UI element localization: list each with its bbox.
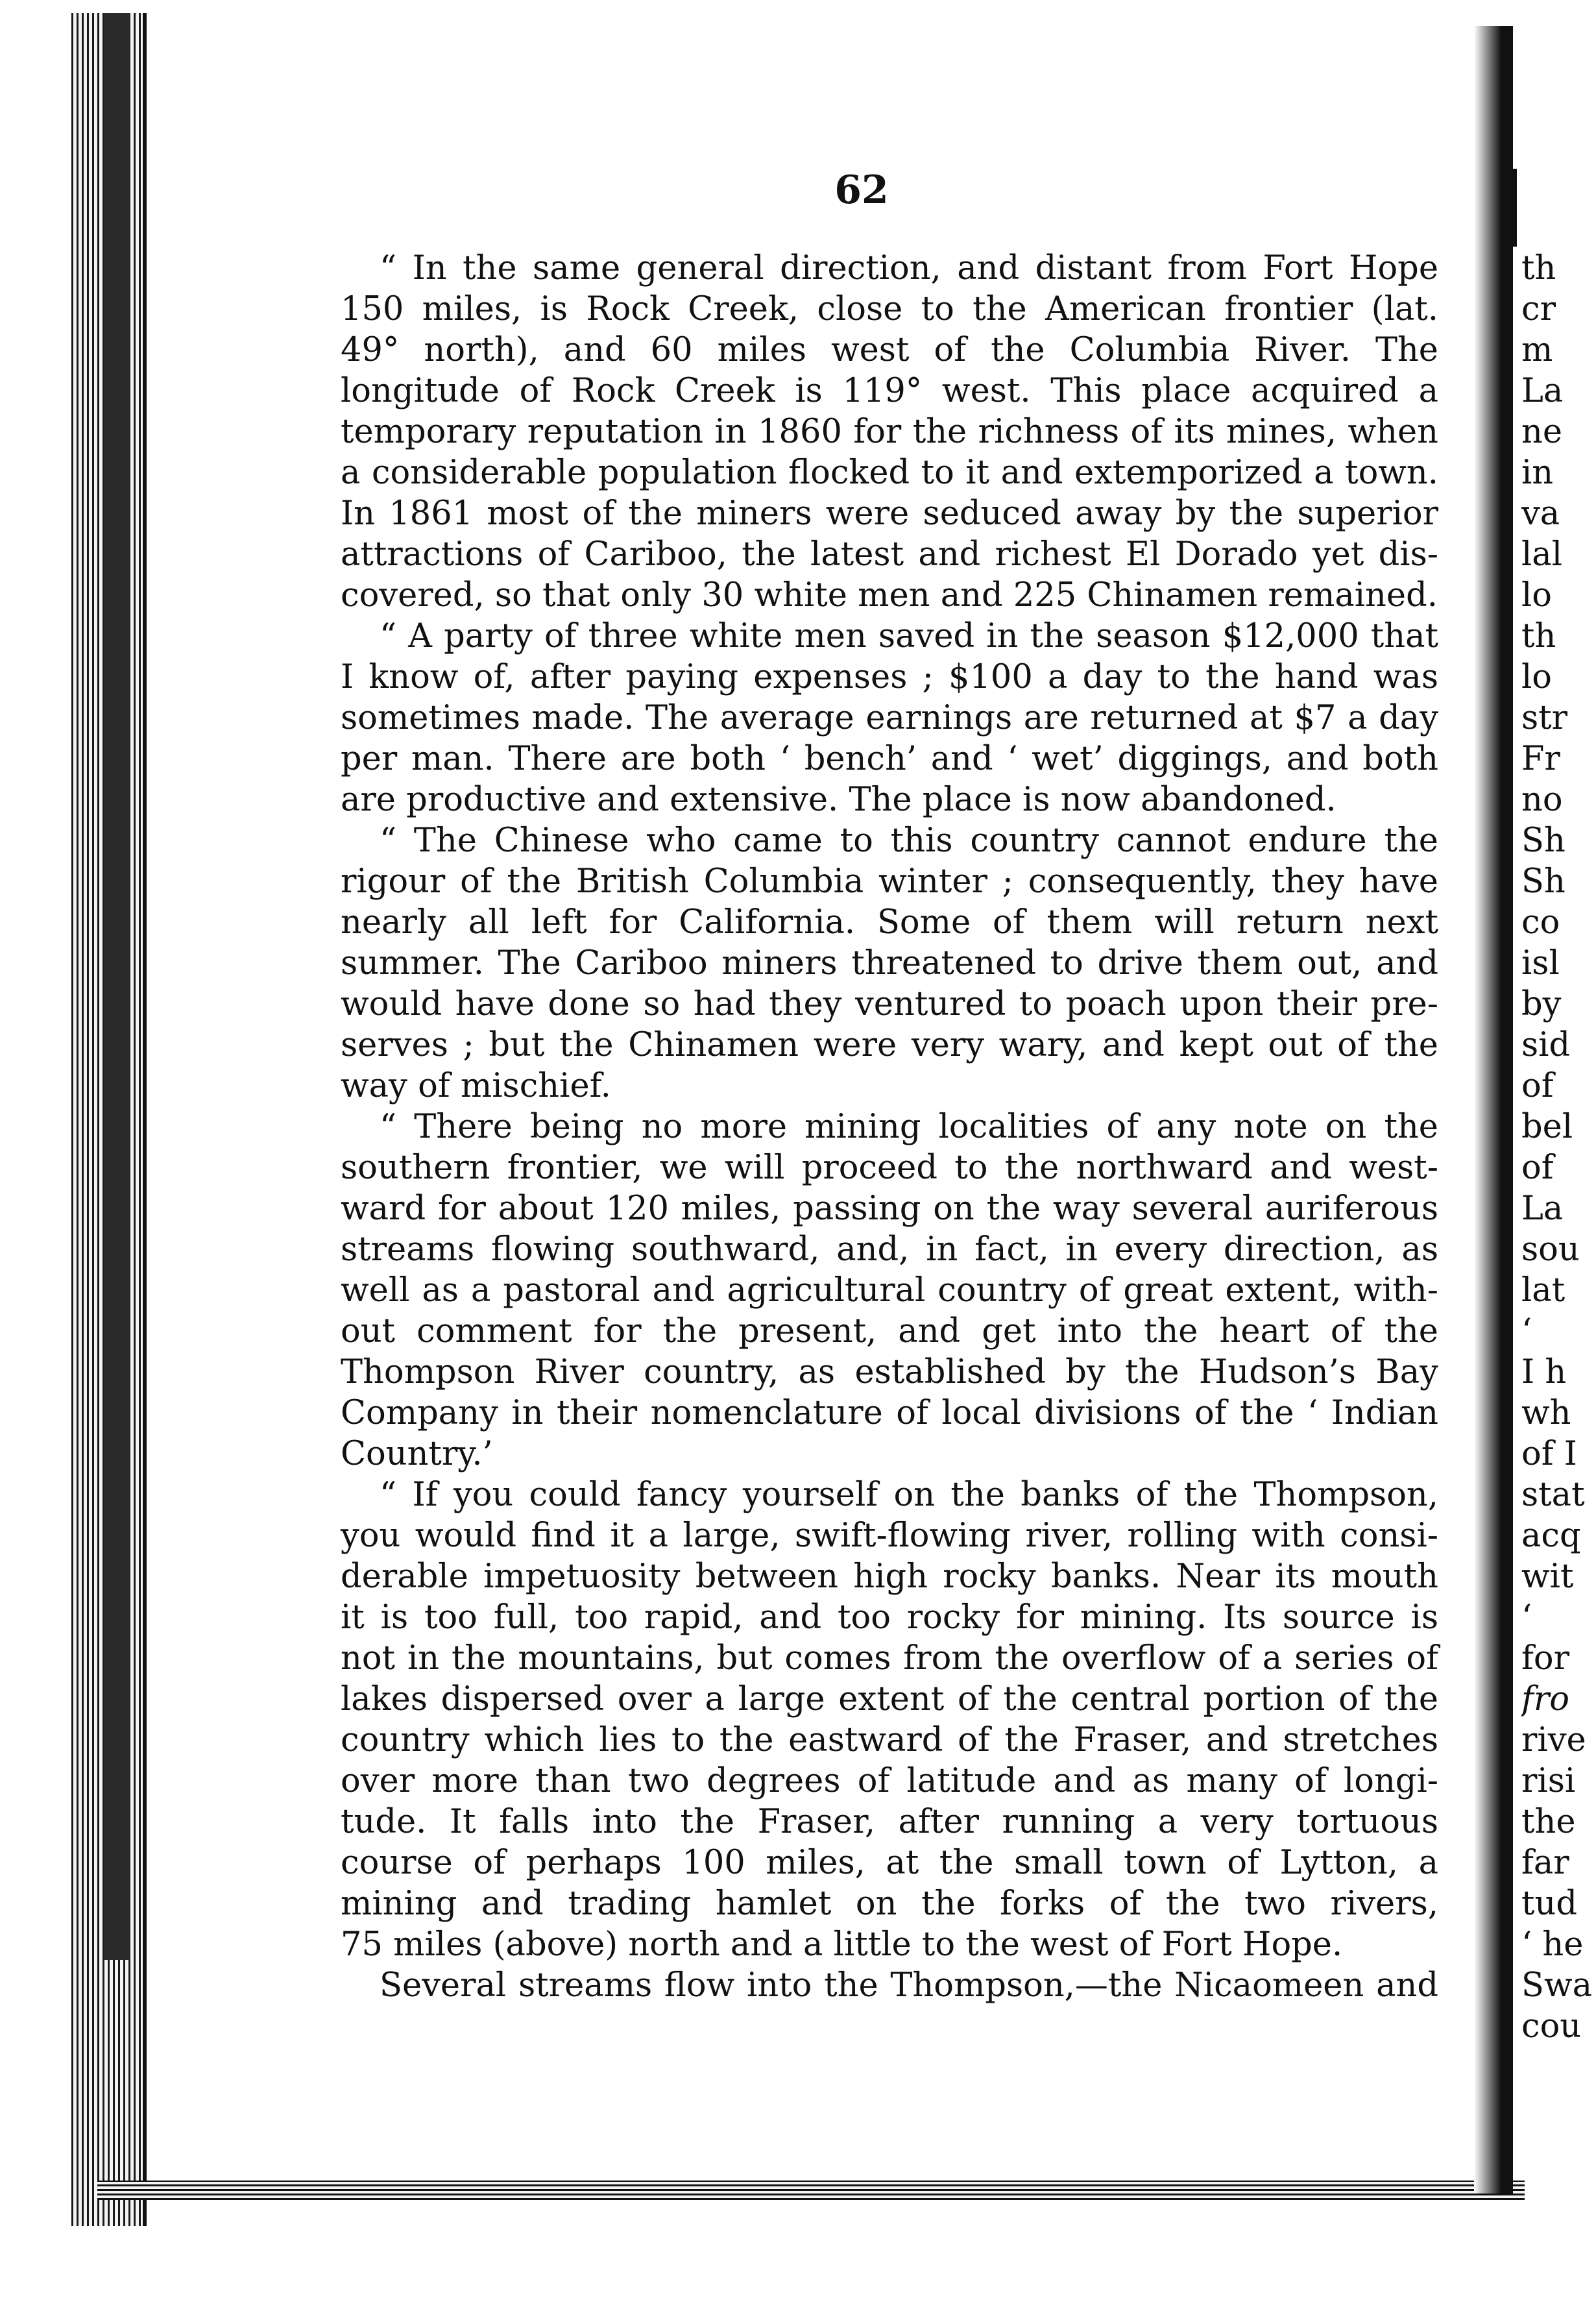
- text-line: 150 miles, is Rock Creek, close to the American frontier (lat.: [341, 290, 1438, 328]
- facing-fragment: of I: [1521, 1435, 1577, 1473]
- facing-fragment: tud: [1521, 1885, 1577, 1923]
- facing-fragment: ‘: [1521, 1598, 1532, 1637]
- facing-fragment: by: [1521, 985, 1562, 1023]
- text-line: would have done so had they ventured to poach upon their pre-: [341, 985, 1438, 1023]
- facing-fragment: wh: [1521, 1394, 1571, 1432]
- text-line: derable impetuosity between high rocky banks. Near its mouth: [341, 1558, 1438, 1596]
- main-text-block: [341, 248, 1438, 2006]
- facing-fragment: co: [1521, 903, 1560, 942]
- facing-page-fragment: [1521, 248, 1596, 2047]
- text-line: “ There being no more mining localities of any note on the: [380, 1108, 1438, 1146]
- text-line: lakes dispersed over a large extent of the central portion of the: [341, 1680, 1438, 1718]
- facing-fragment: lo: [1521, 658, 1553, 696]
- text-line: sometimes made. The average earnings are returned at $7 a day: [341, 699, 1438, 737]
- facing-fragment: in: [1521, 454, 1554, 492]
- text-line: Company in their nomenclature of local divisions of the ‘ Indian: [341, 1394, 1438, 1432]
- text-line: mining and trading hamlet on the forks of the two rivers,: [341, 1885, 1438, 1923]
- facing-fragment: lo: [1521, 576, 1553, 615]
- facing-fragment: rive: [1521, 1721, 1586, 1759]
- text-line: are productive and extensive. The place is now abandoned.: [341, 781, 1336, 819]
- page-number: 62: [834, 167, 889, 213]
- facing-fragment: of: [1521, 1067, 1554, 1105]
- text-line: Thompson River country, as established by the Hudson’s Bay: [341, 1353, 1438, 1391]
- facing-fragment: lal: [1521, 535, 1563, 574]
- facing-fragment: isl: [1521, 944, 1560, 983]
- facing-fragment: cou: [1521, 2007, 1582, 2046]
- text-line: 49° north), and 60 miles west of the Columbia River. The: [341, 331, 1438, 369]
- binding-shadow: [104, 13, 130, 1960]
- facing-fragment: wit: [1521, 1558, 1574, 1596]
- text-line: temporary reputation in 1860 for the richness of its mines, when: [341, 413, 1438, 451]
- text-line: 75 miles (above) north and a little to the west of Fort Hope.: [341, 1925, 1343, 1964]
- text-line: serves ; but the Chinamen were very wary, and kept out of the: [341, 1026, 1438, 1064]
- facing-fragment: Sh: [1521, 822, 1566, 860]
- text-line: not in the mountains, but comes from the overflow of a series of: [341, 1639, 1438, 1678]
- text-line: “ In the same general direction, and distant from Fort Hope: [380, 249, 1438, 287]
- facing-fragment: Fr: [1521, 740, 1560, 778]
- text-line: attractions of Cariboo, the latest and richest El Dorado yet dis-: [341, 535, 1438, 574]
- facing-fragment: stat: [1521, 1476, 1585, 1514]
- facing-fragment: sou: [1521, 1230, 1580, 1269]
- text-line: In 1861 most of the miners were seduced away by the superior: [341, 495, 1438, 533]
- facing-fragment: far: [1521, 1844, 1569, 1882]
- text-line: it is too full, too rapid, and too rocky for mining. Its source is: [341, 1598, 1438, 1637]
- facing-fragment: cr: [1521, 290, 1556, 328]
- facing-fragment: of: [1521, 1149, 1554, 1187]
- text-line: Several streams flow into the Thompson,—the Nicaomeen and: [380, 1966, 1438, 2005]
- facing-fragment: m: [1521, 331, 1553, 369]
- facing-fragment: str: [1521, 699, 1568, 737]
- text-line: you would find it a large, swift-flowing river, rolling with consi-: [341, 1517, 1438, 1555]
- book-gutter: [1474, 26, 1513, 2194]
- text-line: course of perhaps 100 miles, at the small town of Lytton, a: [341, 1844, 1438, 1882]
- facing-fragment: lat: [1521, 1271, 1566, 1310]
- text-line: Country.’: [341, 1435, 493, 1473]
- text-line: southern frontier, we will proceed to the northward and west-: [341, 1149, 1438, 1187]
- facing-fragment: Swa: [1521, 1966, 1592, 2005]
- text-line: longitude of Rock Creek is 119° west. This place acquired a: [341, 372, 1438, 410]
- facing-fragment: Sh: [1521, 862, 1566, 901]
- facing-fragment: th: [1521, 249, 1556, 287]
- facing-fragment: acq: [1521, 1517, 1581, 1555]
- text-line: “ The Chinese who came to this country cannot endure the: [380, 822, 1438, 860]
- text-line: per man. There are both ‘ bench’ and ‘ wet’ diggings, and both: [341, 740, 1438, 778]
- gutter-edge-mark: [1512, 169, 1517, 247]
- facing-fragment: ‘: [1521, 1312, 1532, 1350]
- text-line: summer. The Cariboo miners threatened to drive them out, and: [341, 944, 1438, 983]
- text-line: way of mischief.: [341, 1067, 611, 1105]
- facing-fragment: fro: [1521, 1680, 1569, 1718]
- facing-fragment: no: [1521, 781, 1563, 819]
- text-line: well as a pastoral and agricultural country of great extent, with-: [341, 1271, 1438, 1310]
- text-line: country which lies to the eastward of the Fraser, and stretches: [341, 1721, 1438, 1759]
- facing-fragment: the: [1521, 1803, 1576, 1841]
- text-line: ward for about 120 miles, passing on the way several auriferous: [341, 1190, 1438, 1228]
- facing-fragment: risi: [1521, 1762, 1576, 1800]
- text-line: a considerable population flocked to it and extemporized a town.: [341, 454, 1438, 492]
- text-line: nearly all left for California. Some of them will return next: [341, 903, 1438, 942]
- facing-fragment: th: [1521, 617, 1556, 655]
- facing-fragment: La: [1521, 372, 1564, 410]
- facing-fragment: I h: [1521, 1353, 1567, 1391]
- text-line: rigour of the British Columbia winter ; consequently, they have: [341, 862, 1438, 901]
- facing-fragment: ne: [1521, 413, 1563, 451]
- facing-fragment: sid: [1521, 1026, 1571, 1064]
- text-line: over more than two degrees of latitude and as many of longi-: [341, 1762, 1438, 1800]
- text-line: I know of, after paying expenses ; $100 a day to the hand was: [341, 658, 1438, 696]
- facing-fragment: bel: [1521, 1108, 1573, 1146]
- text-line: out comment for the present, and get into the heart of the: [341, 1312, 1438, 1350]
- facing-fragment: ‘ he: [1521, 1925, 1584, 1964]
- text-line: tude. It falls into the Fraser, after running a very tortuous: [341, 1803, 1438, 1841]
- facing-fragment: La: [1521, 1190, 1564, 1228]
- text-line: streams flowing southward, and, in fact, in every direction, as: [341, 1230, 1438, 1269]
- text-line: covered, so that only 30 white men and 225 Chinamen remained.: [341, 576, 1438, 615]
- text-line: “ If you could fancy yourself on the banks of the Thompson,: [380, 1476, 1438, 1514]
- page-stack-bottom-edge: [97, 2181, 1525, 2200]
- facing-fragment: va: [1521, 495, 1560, 533]
- text-line: “ A party of three white men saved in the season $12,000 that: [380, 617, 1438, 655]
- facing-fragment: for: [1521, 1639, 1569, 1678]
